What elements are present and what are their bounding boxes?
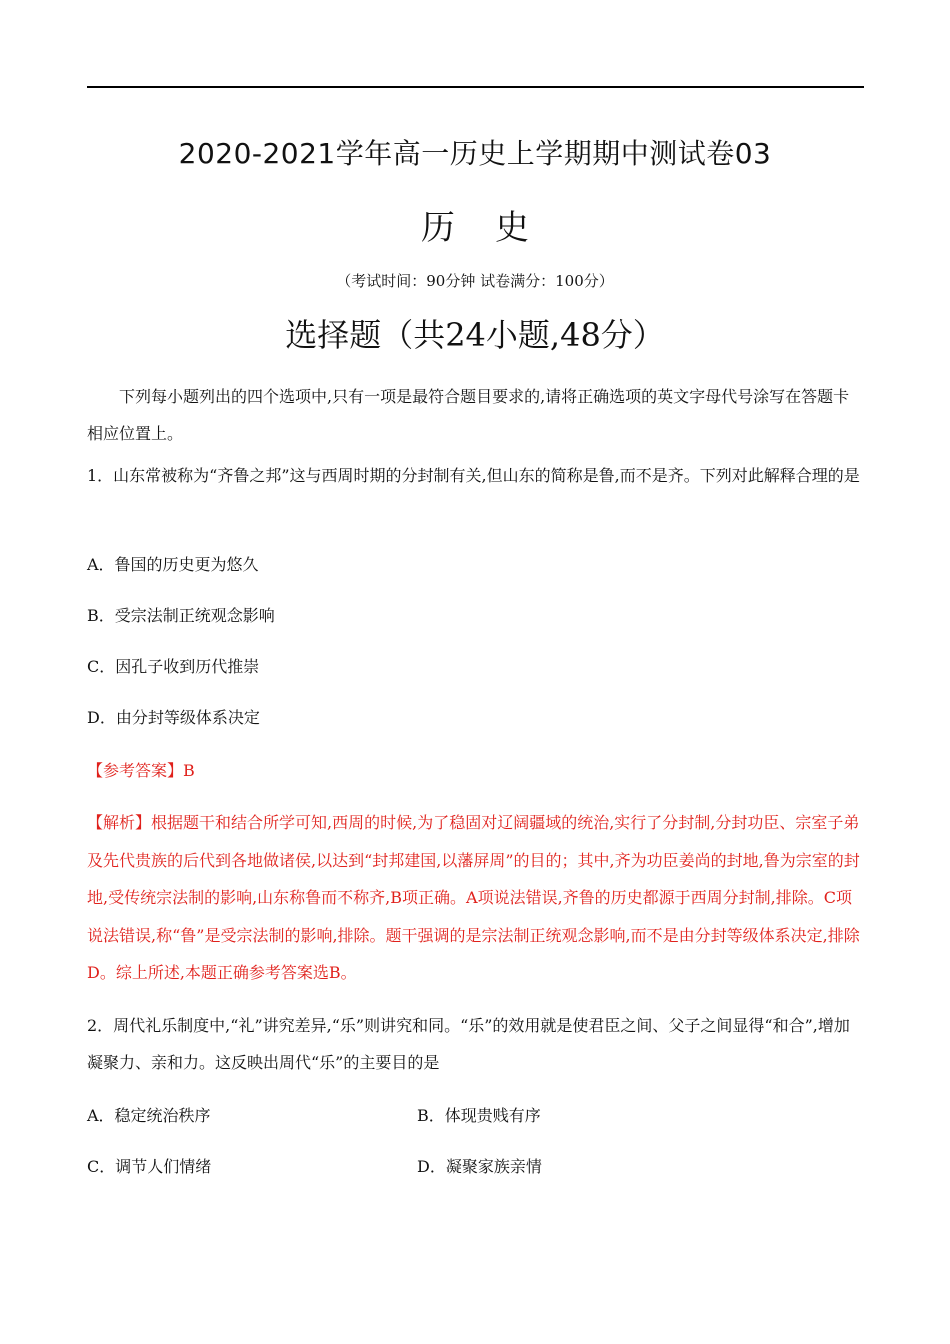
- question-1-option-b: B．受宗法制正统观念影响: [87, 606, 275, 625]
- question-2-option-a: A．稳定统治秩序: [87, 1106, 211, 1125]
- question-2-option-b: B．体现贵贱有序: [417, 1106, 541, 1125]
- question-1-stem: 1．山东常被称为“齐鲁之邦”这与西周时期的分封制有关,但山东的简称是鲁,而不是齐。下列对此解释合理的是: [87, 466, 860, 485]
- question-1-option-c: C．因孔子收到历代推崇: [87, 657, 260, 676]
- analysis-label: 【解析】: [87, 813, 152, 832]
- question-1-option-a: A．鲁国的历史更为悠久: [87, 555, 259, 574]
- header-rule: [87, 86, 864, 88]
- question-1-analysis: [87, 804, 864, 992]
- subject-title: 历史: [421, 208, 569, 248]
- question-2-option-c: C．调节人们情绪: [87, 1157, 212, 1176]
- exam-info: （考试时间：90分钟 试卷满分：100分）: [336, 272, 614, 290]
- analysis-text: 根据题干和结合所学可知,西周的时候,为了稳固对辽阔疆域的统治,实行了分封制,分封功臣、宗室子弟及先代贵族的后代到各地做诸侯,以达到“封邦建国,以藩屏周”的目的；其中,齐为功臣姜尚的封地,鲁为宗室的封地,受传统宗法制的影响,山东称鲁而不称齐,B项正确。A项说法错误,齐鲁的历史都源于西周分封制,排除。C项说法错误,称“鲁”是受宗法制的影响,排除。题干强调的是宗法制正统观念影响,而不是由分封等级体系决定,排除D。综上所述,本题正确参考答案选B。: [87, 813, 860, 982]
- question-2-stem: 2．周代礼乐制度中,“礼”讲究差异,“乐”则讲究和同。“乐”的效用就是使君臣之间、父子之间显得“和合”,增加凝聚力、亲和力。这反映出周代“乐”的主要目的是: [87, 1016, 850, 1072]
- section-instruction: 下列每小题列出的四个选项中,只有一项是最符合题目要求的,请将正确选项的英文字母代号涂写在答题卡相应位置上。: [87, 387, 850, 443]
- question-1-option-d: D．由分封等级体系决定: [87, 708, 260, 727]
- question-1-answer: 【参考答案】B: [87, 761, 195, 780]
- document-title: 2020-2021学年高一历史上学期期中测试卷03: [178, 137, 772, 170]
- question-2-option-d: D．凝聚家族亲情: [417, 1157, 542, 1176]
- section-title: 选择题（共24小题,48分）: [285, 316, 665, 354]
